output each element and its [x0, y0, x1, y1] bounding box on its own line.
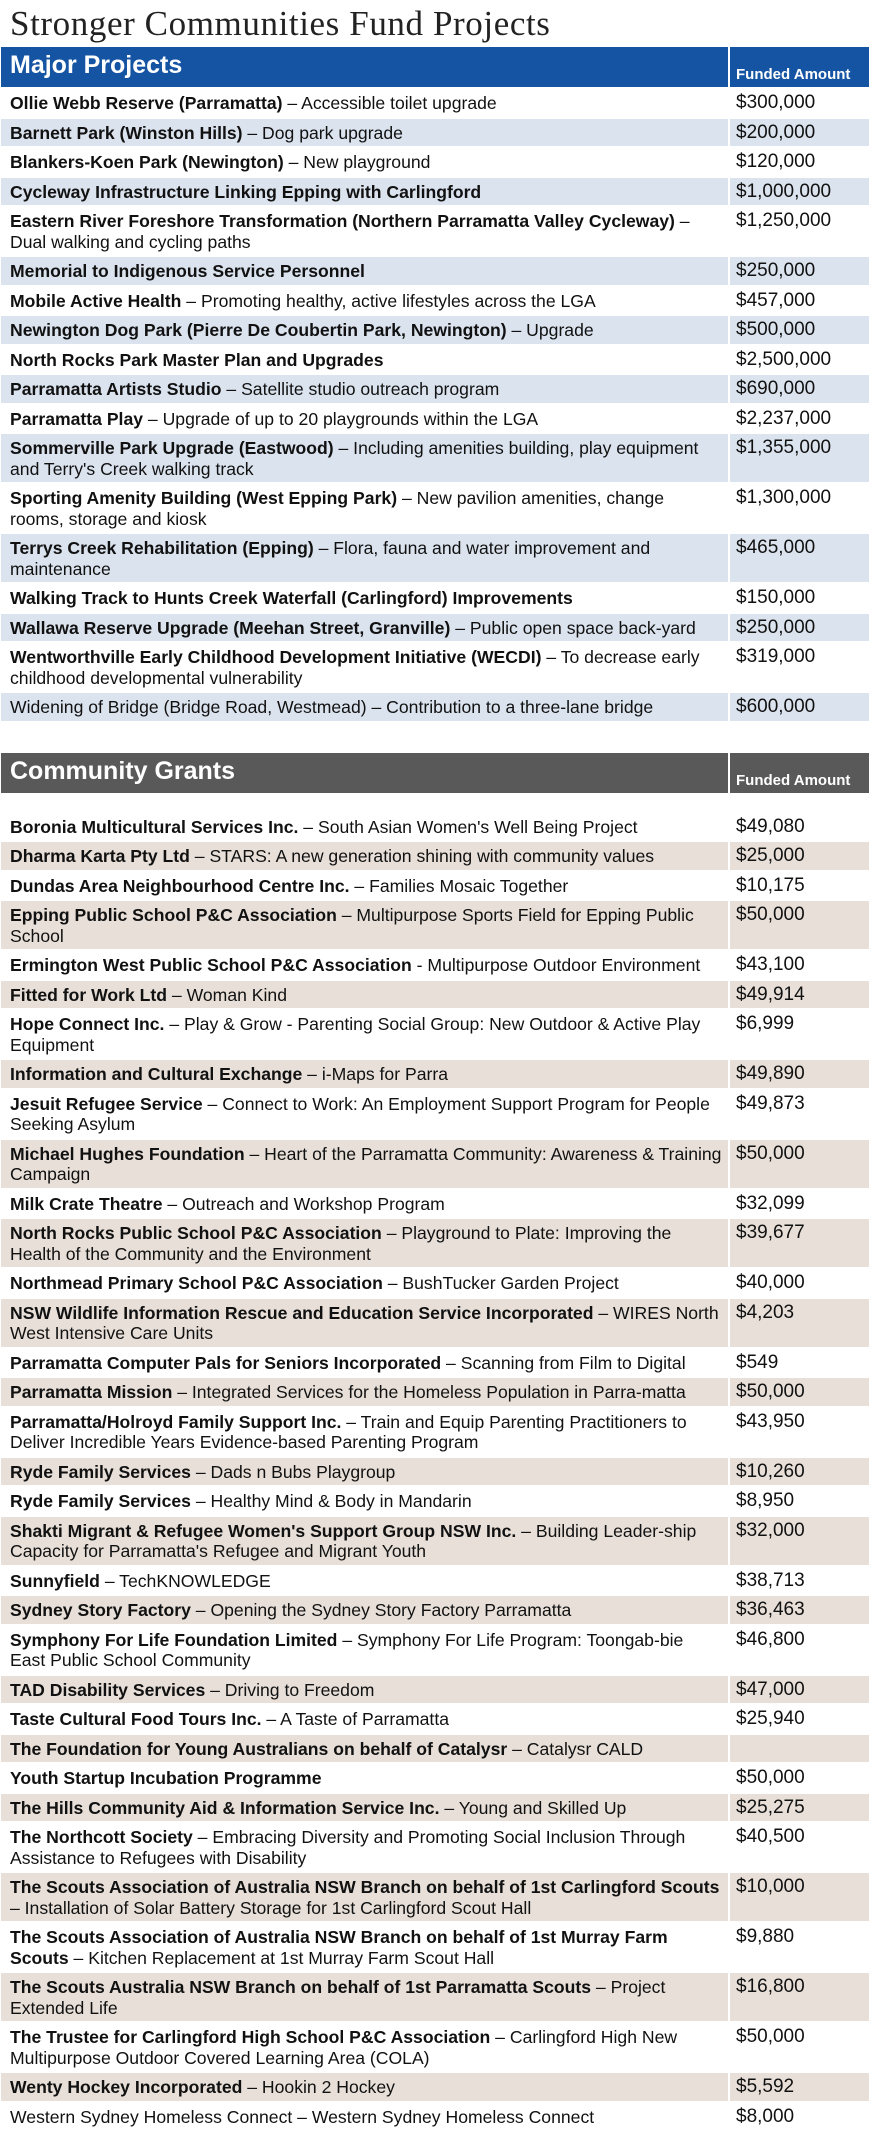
- project-cell: [1, 2102, 729, 2132]
- project-description: – TechKNOWLEDGE: [99, 1570, 271, 1591]
- funded-amount: $1,000,000: [729, 177, 869, 207]
- table-row: [1, 692, 869, 722]
- funded-amount: $200,000: [729, 118, 869, 148]
- community-grants-rows: [1, 794, 869, 2132]
- funded-amount: $8,000: [729, 2102, 869, 2132]
- project-description: – STARS: A new generation shining with community values: [189, 846, 655, 866]
- project-name: Parramatta Computer Pals for Seniors Incorporated: [10, 1352, 442, 1373]
- table-row: [1, 533, 869, 583]
- project-name: The Scouts Association of Australia NSW Branch on behalf of 1st Murray Farm Scouts: [10, 1927, 668, 1968]
- table-row: [1, 812, 869, 842]
- project-cell: [1, 1139, 729, 1189]
- major-projects-rows: [1, 88, 869, 740]
- project-name: Sporting Amenity Building (West Epping Park): [10, 488, 398, 508]
- project-cell: [1, 177, 729, 207]
- table-row: [1, 1486, 869, 1516]
- project-name: Ryde Family Services: [10, 1491, 191, 1511]
- project-name: North Rocks Park Master Plan and Upgrades: [10, 349, 384, 370]
- project-name: Terrys Creek Rehabilitation (Epping): [10, 538, 314, 558]
- funded-amount: $9,880: [729, 1922, 869, 1972]
- project-cell: [1, 841, 729, 871]
- funded-amount: $50,000: [729, 1763, 869, 1793]
- project-description: – New playground: [283, 152, 431, 172]
- project-cell: [1, 1734, 729, 1764]
- project-description: – Dual walking and cycling paths: [10, 211, 690, 252]
- project-description: – Flora, fauna and water improvement and maintenance: [10, 538, 651, 579]
- project-description: – Playground to Plate: Improving the Health of the Community and the Environment: [10, 1223, 672, 1264]
- table-row: [1, 1793, 869, 1823]
- funded-amount: $49,914: [729, 980, 869, 1010]
- project-name: Walking Track to Hunts Creek Waterfall (Carlingford) Improvements: [10, 588, 573, 608]
- table-row: [1, 1457, 869, 1487]
- project-cell: [1, 1516, 729, 1566]
- project-cell: [1, 1566, 729, 1596]
- grants-funded-amount-heading: Funded Amount: [729, 753, 869, 794]
- spacer-cell: [1, 722, 729, 740]
- project-cell: [1, 1189, 729, 1219]
- project-name: Sunnyfield: [10, 1570, 100, 1591]
- funded-amount: $38,713: [729, 1566, 869, 1596]
- project-description: – Promoting healthy, active lifestyles across the LGA: [181, 290, 596, 311]
- funded-amount: $465,000: [729, 533, 869, 583]
- project-description: – New pavilion amenities, change rooms, storage and kiosk: [10, 488, 665, 529]
- project-description: – Kitchen Replacement at 1st Murray Farm Scout Hall: [68, 1947, 495, 1968]
- project-description: – Play & Grow - Parenting Social Group: New Outdoor & Active Play Equipment: [10, 1014, 701, 1055]
- table-row: [1, 2022, 869, 2072]
- project-name: The Hills Community Aid & Information Service Inc.: [10, 1797, 440, 1818]
- table-row: [1, 1298, 869, 1348]
- funded-amount: $36,463: [729, 1595, 869, 1625]
- community-grants-heading: Community Grants: [1, 753, 729, 794]
- table-row: [1, 433, 869, 483]
- project-cell: [1, 1457, 729, 1487]
- project-description: – Upgrade of up to 20 playgrounds within the LGA: [143, 408, 539, 429]
- project-name: North Rocks Public School P&C Association: [10, 1223, 382, 1243]
- funded-amount: $1,355,000: [729, 433, 869, 483]
- table-row: [1, 1763, 869, 1793]
- project-name: TAD Disability Services: [10, 1679, 206, 1700]
- table-row: [1, 345, 869, 375]
- project-name: Parramatta/Holroyd Family Support Inc.: [10, 1411, 342, 1432]
- funded-amount: $1,250,000: [729, 206, 869, 256]
- project-name: Mobile Active Health: [10, 290, 182, 311]
- funded-amount: $49,873: [729, 1089, 869, 1139]
- project-cell: [1, 374, 729, 404]
- project-name: NSW Wildlife Information Rescue and Education Service Incorporated: [10, 1302, 594, 1323]
- project-cell: [1, 1407, 729, 1457]
- funded-amount: $250,000: [729, 613, 869, 643]
- spacer-cell: [729, 794, 869, 812]
- project-cell: [1, 1872, 729, 1922]
- project-cell: [1, 1704, 729, 1734]
- table-row: [1, 1675, 869, 1705]
- project-name: Parramatta Play: [10, 408, 144, 429]
- table-row: [1, 147, 869, 177]
- project-name: Information and Cultural Exchange: [10, 1064, 303, 1084]
- table-row: [1, 1348, 869, 1378]
- table-row: [1, 900, 869, 950]
- project-description: – Project Extended Life: [10, 1977, 666, 2018]
- project-description: – Upgrade: [506, 320, 594, 340]
- funded-amount: $32,099: [729, 1189, 869, 1219]
- project-cell: [1, 1763, 729, 1793]
- project-cell: [1, 1972, 729, 2022]
- table-row: [1, 642, 869, 692]
- page-title: Stronger Communities Fund Projects: [10, 4, 551, 43]
- project-cell: [1, 812, 729, 842]
- project-cell: [1, 583, 729, 613]
- project-description: – Embracing Diversity and Promoting Social Inclusion Through Assistance to Refugees with Disability: [10, 1827, 686, 1868]
- project-cell: [1, 692, 729, 722]
- spacer-row: [1, 722, 869, 740]
- funded-amount: $32,000: [729, 1516, 869, 1566]
- project-description: – Dads n Bubs Playgroup: [190, 1461, 396, 1482]
- table-row: [1, 1922, 869, 1972]
- project-cell: [1, 1218, 729, 1268]
- project-description: – Connect to Work: An Employment Support Program for People Seeking Asylum: [10, 1093, 710, 1134]
- project-cell: [1, 345, 729, 375]
- funded-amount: $300,000: [729, 88, 869, 118]
- project-cell: [1, 1793, 729, 1823]
- project-cell: [1, 404, 729, 434]
- table-row: [1, 1704, 869, 1734]
- project-cell: [1, 433, 729, 483]
- project-cell: [1, 147, 729, 177]
- funded-amount: $47,000: [729, 1675, 869, 1705]
- project-name: Blankers-Koen Park (Newington): [10, 152, 284, 172]
- funded-amount: $600,000: [729, 692, 869, 722]
- project-description: Western Sydney Homeless Connect – Western Sydney Homeless Connect: [10, 2106, 595, 2127]
- table-row: [1, 950, 869, 980]
- project-name: Wallawa Reserve Upgrade (Meehan Street, Granville): [10, 617, 451, 638]
- project-name: Newington Dog Park (Pierre De Coubertin Park, Newington): [10, 320, 507, 340]
- project-cell: [1, 286, 729, 316]
- project-name: The Trustee for Carlingford High School P&C Association: [10, 2027, 491, 2047]
- spacer-cell: [1, 794, 729, 812]
- project-cell: [1, 2072, 729, 2102]
- project-name: Shakti Migrant & Refugee Women's Support Group NSW Inc.: [10, 1520, 517, 1541]
- project-name: Parramatta Artists Studio: [10, 379, 222, 399]
- funded-amount: $150,000: [729, 583, 869, 613]
- table-row: [1, 1595, 869, 1625]
- funded-amount: $46,800: [729, 1625, 869, 1675]
- project-description: – To decrease early childhood developmental vulnerability: [10, 647, 700, 688]
- funded-amount: $10,260: [729, 1457, 869, 1487]
- project-name: Sommerville Park Upgrade (Eastwood): [10, 438, 334, 458]
- funded-amount: $690,000: [729, 374, 869, 404]
- project-name: The Northcott Society: [10, 1827, 193, 1847]
- project-cell: [1, 613, 729, 643]
- funded-amount: $50,000: [729, 2022, 869, 2072]
- project-name: The Scouts Association of Australia NSW Branch on behalf of 1st Carlingford Scouts: [10, 1877, 720, 1897]
- project-name: Parramatta Mission: [10, 1382, 173, 1402]
- table-row: [1, 1516, 869, 1566]
- table-row: [1, 315, 869, 345]
- project-name: Ermington West Public School P&C Association: [10, 955, 412, 975]
- project-cell: [1, 1595, 729, 1625]
- project-name: Northmead Primary School P&C Association: [10, 1273, 383, 1293]
- funded-amount: $50,000: [729, 900, 869, 950]
- table-row: [1, 613, 869, 643]
- funded-amount: $43,950: [729, 1407, 869, 1457]
- funded-amount: $43,100: [729, 950, 869, 980]
- funded-amount: $8,950: [729, 1486, 869, 1516]
- project-description: – Satellite studio outreach program: [221, 379, 500, 399]
- project-cell: [1, 483, 729, 533]
- table-row: [1, 1566, 869, 1596]
- table-row: [1, 206, 869, 256]
- project-cell: [1, 118, 729, 148]
- project-name: The Foundation for Young Australians on behalf of Catalysr: [10, 1738, 508, 1759]
- funded-amount: $250,000: [729, 256, 869, 286]
- funded-amount: $49,080: [729, 812, 869, 842]
- funded-amount: $10,175: [729, 871, 869, 901]
- project-cell: [1, 900, 729, 950]
- funded-amount: $549: [729, 1348, 869, 1378]
- project-name: Boronia Multicultural Services Inc.: [10, 816, 299, 837]
- funded-amount: $39,677: [729, 1218, 869, 1268]
- project-name: Jesuit Refugee Service: [10, 1093, 203, 1114]
- project-cell: [1, 315, 729, 345]
- table-row: [1, 1089, 869, 1139]
- funded-amount: $120,000: [729, 147, 869, 177]
- project-name: Sydney Story Factory: [10, 1600, 191, 1620]
- table-row: [1, 1872, 869, 1922]
- funded-amount: $1,300,000: [729, 483, 869, 533]
- project-description: – Families Mosaic Together: [349, 875, 569, 896]
- project-name: Milk Crate Theatre: [10, 1193, 163, 1214]
- project-description: – BushTucker Garden Project: [382, 1273, 619, 1293]
- spacer-cell: [729, 722, 869, 740]
- table-row: [1, 404, 869, 434]
- funded-amount: $10,000: [729, 1872, 869, 1922]
- project-name: Youth Startup Incubation Programme: [10, 1768, 322, 1788]
- project-description: – Woman Kind: [167, 984, 287, 1005]
- funded-amount: $319,000: [729, 642, 869, 692]
- funded-amount: $5,592: [729, 2072, 869, 2102]
- project-name: Symphony For Life Foundation Limited: [10, 1629, 338, 1650]
- spacer-row: [1, 794, 869, 812]
- project-description: – Healthy Mind & Body in Mandarin: [190, 1491, 472, 1511]
- project-name: Fitted for Work Ltd: [10, 984, 168, 1005]
- project-cell: [1, 256, 729, 286]
- project-description: – Catalysr CALD: [507, 1738, 644, 1759]
- project-cell: [1, 1089, 729, 1139]
- project-description: – Young and Skilled Up: [439, 1797, 627, 1818]
- funded-amount: [729, 1734, 869, 1764]
- project-description: – i-Maps for Parra: [302, 1064, 448, 1084]
- community-grants-header: [1, 753, 869, 794]
- project-description: – Building Leader-ship Capacity for Parramatta's Refugee and Migrant Youth: [10, 1520, 697, 1561]
- project-name: Cycleway Infrastructure Linking Epping with Carlingford: [10, 181, 482, 202]
- major-funded-amount-heading: Funded Amount: [729, 47, 869, 88]
- project-description: – Installation of Solar Battery Storage for 1st Carlingford Scout Hall: [10, 1897, 532, 1918]
- project-cell: [1, 88, 729, 118]
- community-grants-table: [1, 753, 869, 2133]
- funded-amount: $500,000: [729, 315, 869, 345]
- table-row: [1, 1218, 869, 1268]
- project-description: – Integrated Services for the Homeless Population in Parra-matta: [172, 1382, 686, 1402]
- funded-amount: $2,500,000: [729, 345, 869, 375]
- project-cell: [1, 206, 729, 256]
- project-description: – Carlingford High New Multipurpose Outdoor Covered Learning Area (COLA): [10, 2027, 678, 2068]
- project-cell: [1, 950, 729, 980]
- project-cell: [1, 980, 729, 1010]
- table-row: [1, 177, 869, 207]
- table-row: [1, 1009, 869, 1059]
- project-description: – Accessible toilet upgrade: [282, 93, 497, 113]
- project-cell: [1, 871, 729, 901]
- project-name: Eastern River Foreshore Transformation (Northern Parramatta Valley Cycleway): [10, 211, 675, 231]
- funded-amount: $50,000: [729, 1377, 869, 1407]
- table-row: [1, 1972, 869, 2022]
- project-description: – Dog park upgrade: [242, 122, 403, 143]
- project-name: Ollie Webb Reserve (Parramatta): [10, 93, 283, 113]
- funded-amount: $25,000: [729, 841, 869, 871]
- table-row: [1, 1139, 869, 1189]
- project-cell: [1, 533, 729, 583]
- project-description: Widening of Bridge (Bridge Road, Westmead) – Contribution to a three-lane bridge: [10, 697, 654, 717]
- project-cell: [1, 1377, 729, 1407]
- project-description: – Multipurpose Sports Field for Epping Public School: [10, 905, 694, 946]
- table-row: [1, 1189, 869, 1219]
- project-cell: [1, 1348, 729, 1378]
- project-cell: [1, 1486, 729, 1516]
- project-cell: [1, 1922, 729, 1972]
- table-row: [1, 1407, 869, 1457]
- project-cell: [1, 1822, 729, 1872]
- project-cell: [1, 1298, 729, 1348]
- project-name: Memorial to Indigenous Service Personnel: [10, 261, 365, 281]
- project-cell: [1, 642, 729, 692]
- project-name: Barnett Park (Winston Hills): [10, 122, 243, 143]
- funded-amount: $2,237,000: [729, 404, 869, 434]
- table-row: [1, 980, 869, 1010]
- document-page: [1, 0, 869, 2132]
- project-description: – Outreach and Workshop Program: [162, 1193, 445, 1214]
- table-row: [1, 374, 869, 404]
- table-row: [1, 1625, 869, 1675]
- project-cell: [1, 1268, 729, 1298]
- project-cell: [1, 1009, 729, 1059]
- funded-amount: $40,500: [729, 1822, 869, 1872]
- table-row: [1, 483, 869, 533]
- table-row: [1, 1268, 869, 1298]
- table-row: [1, 583, 869, 613]
- project-description: – Hookin 2 Hockey: [242, 2077, 395, 2097]
- project-name: Taste Cultural Food Tours Inc.: [10, 1709, 262, 1729]
- table-row: [1, 1377, 869, 1407]
- project-description: – A Taste of Parramatta: [261, 1709, 449, 1729]
- section-gap: [1, 741, 869, 753]
- funded-amount: $50,000: [729, 1139, 869, 1189]
- table-row: [1, 2072, 869, 2102]
- project-description: - Multipurpose Outdoor Environment: [411, 955, 701, 975]
- table-row: [1, 2102, 869, 2132]
- major-projects-heading: Major Projects: [1, 47, 729, 88]
- funded-amount: $4,203: [729, 1298, 869, 1348]
- funded-amount: $6,999: [729, 1009, 869, 1059]
- table-row: [1, 1822, 869, 1872]
- project-name: Dharma Karta Pty Ltd: [10, 846, 190, 866]
- project-description: – Including amenities building, play equipment and Terry's Creek walking track: [10, 438, 699, 479]
- project-name: The Scouts Australia NSW Branch on behalf of 1st Parramatta Scouts: [10, 1977, 592, 1997]
- project-cell: [1, 1625, 729, 1675]
- funded-amount: $40,000: [729, 1268, 869, 1298]
- funded-amount: $25,275: [729, 1793, 869, 1823]
- table-row: [1, 88, 869, 118]
- project-name: Ryde Family Services: [10, 1461, 191, 1482]
- table-row: [1, 286, 869, 316]
- project-description: – WIRES North West Intensive Care Units: [10, 1302, 719, 1343]
- project-description: – Opening the Sydney Story Factory Parramatta: [190, 1600, 572, 1620]
- funded-amount: $457,000: [729, 286, 869, 316]
- funded-amount: $49,890: [729, 1059, 869, 1089]
- major-projects-header: [1, 47, 869, 88]
- project-description: – Symphony For Life Program: Toongab-bie East Public School Community: [10, 1629, 684, 1670]
- project-name: Wenty Hockey Incorporated: [10, 2077, 243, 2097]
- project-description: – Heart of the Parramatta Community: Awareness & Training Campaign: [10, 1143, 722, 1184]
- table-row: [1, 1734, 869, 1764]
- table-row: [1, 1059, 869, 1089]
- project-description: – Public open space back-yard: [450, 617, 696, 638]
- project-description: – Driving to Freedom: [205, 1679, 375, 1700]
- project-name: Hope Connect Inc.: [10, 1014, 165, 1034]
- project-description: – Scanning from Film to Digital: [441, 1352, 686, 1373]
- project-name: Michael Hughes Foundation: [10, 1143, 245, 1164]
- table-row: [1, 841, 869, 871]
- funded-amount: $25,940: [729, 1704, 869, 1734]
- table-row: [1, 871, 869, 901]
- project-cell: [1, 1059, 729, 1089]
- project-name: Wentworthville Early Childhood Development Initiative (WECDI): [10, 647, 542, 667]
- table-row: [1, 118, 869, 148]
- table-row: [1, 256, 869, 286]
- project-cell: [1, 1675, 729, 1705]
- funded-amount: $16,800: [729, 1972, 869, 2022]
- project-name: Dundas Area Neighbourhood Centre Inc.: [10, 875, 350, 896]
- project-description: – South Asian Women's Well Being Project: [298, 816, 638, 837]
- project-cell: [1, 2022, 729, 2072]
- major-projects-table: [1, 47, 869, 741]
- project-description: – Train and Equip Parenting Practitioners to Deliver Incredible Years Evidence-based Parenting Program: [10, 1411, 687, 1452]
- project-name: Epping Public School P&C Association: [10, 905, 337, 925]
